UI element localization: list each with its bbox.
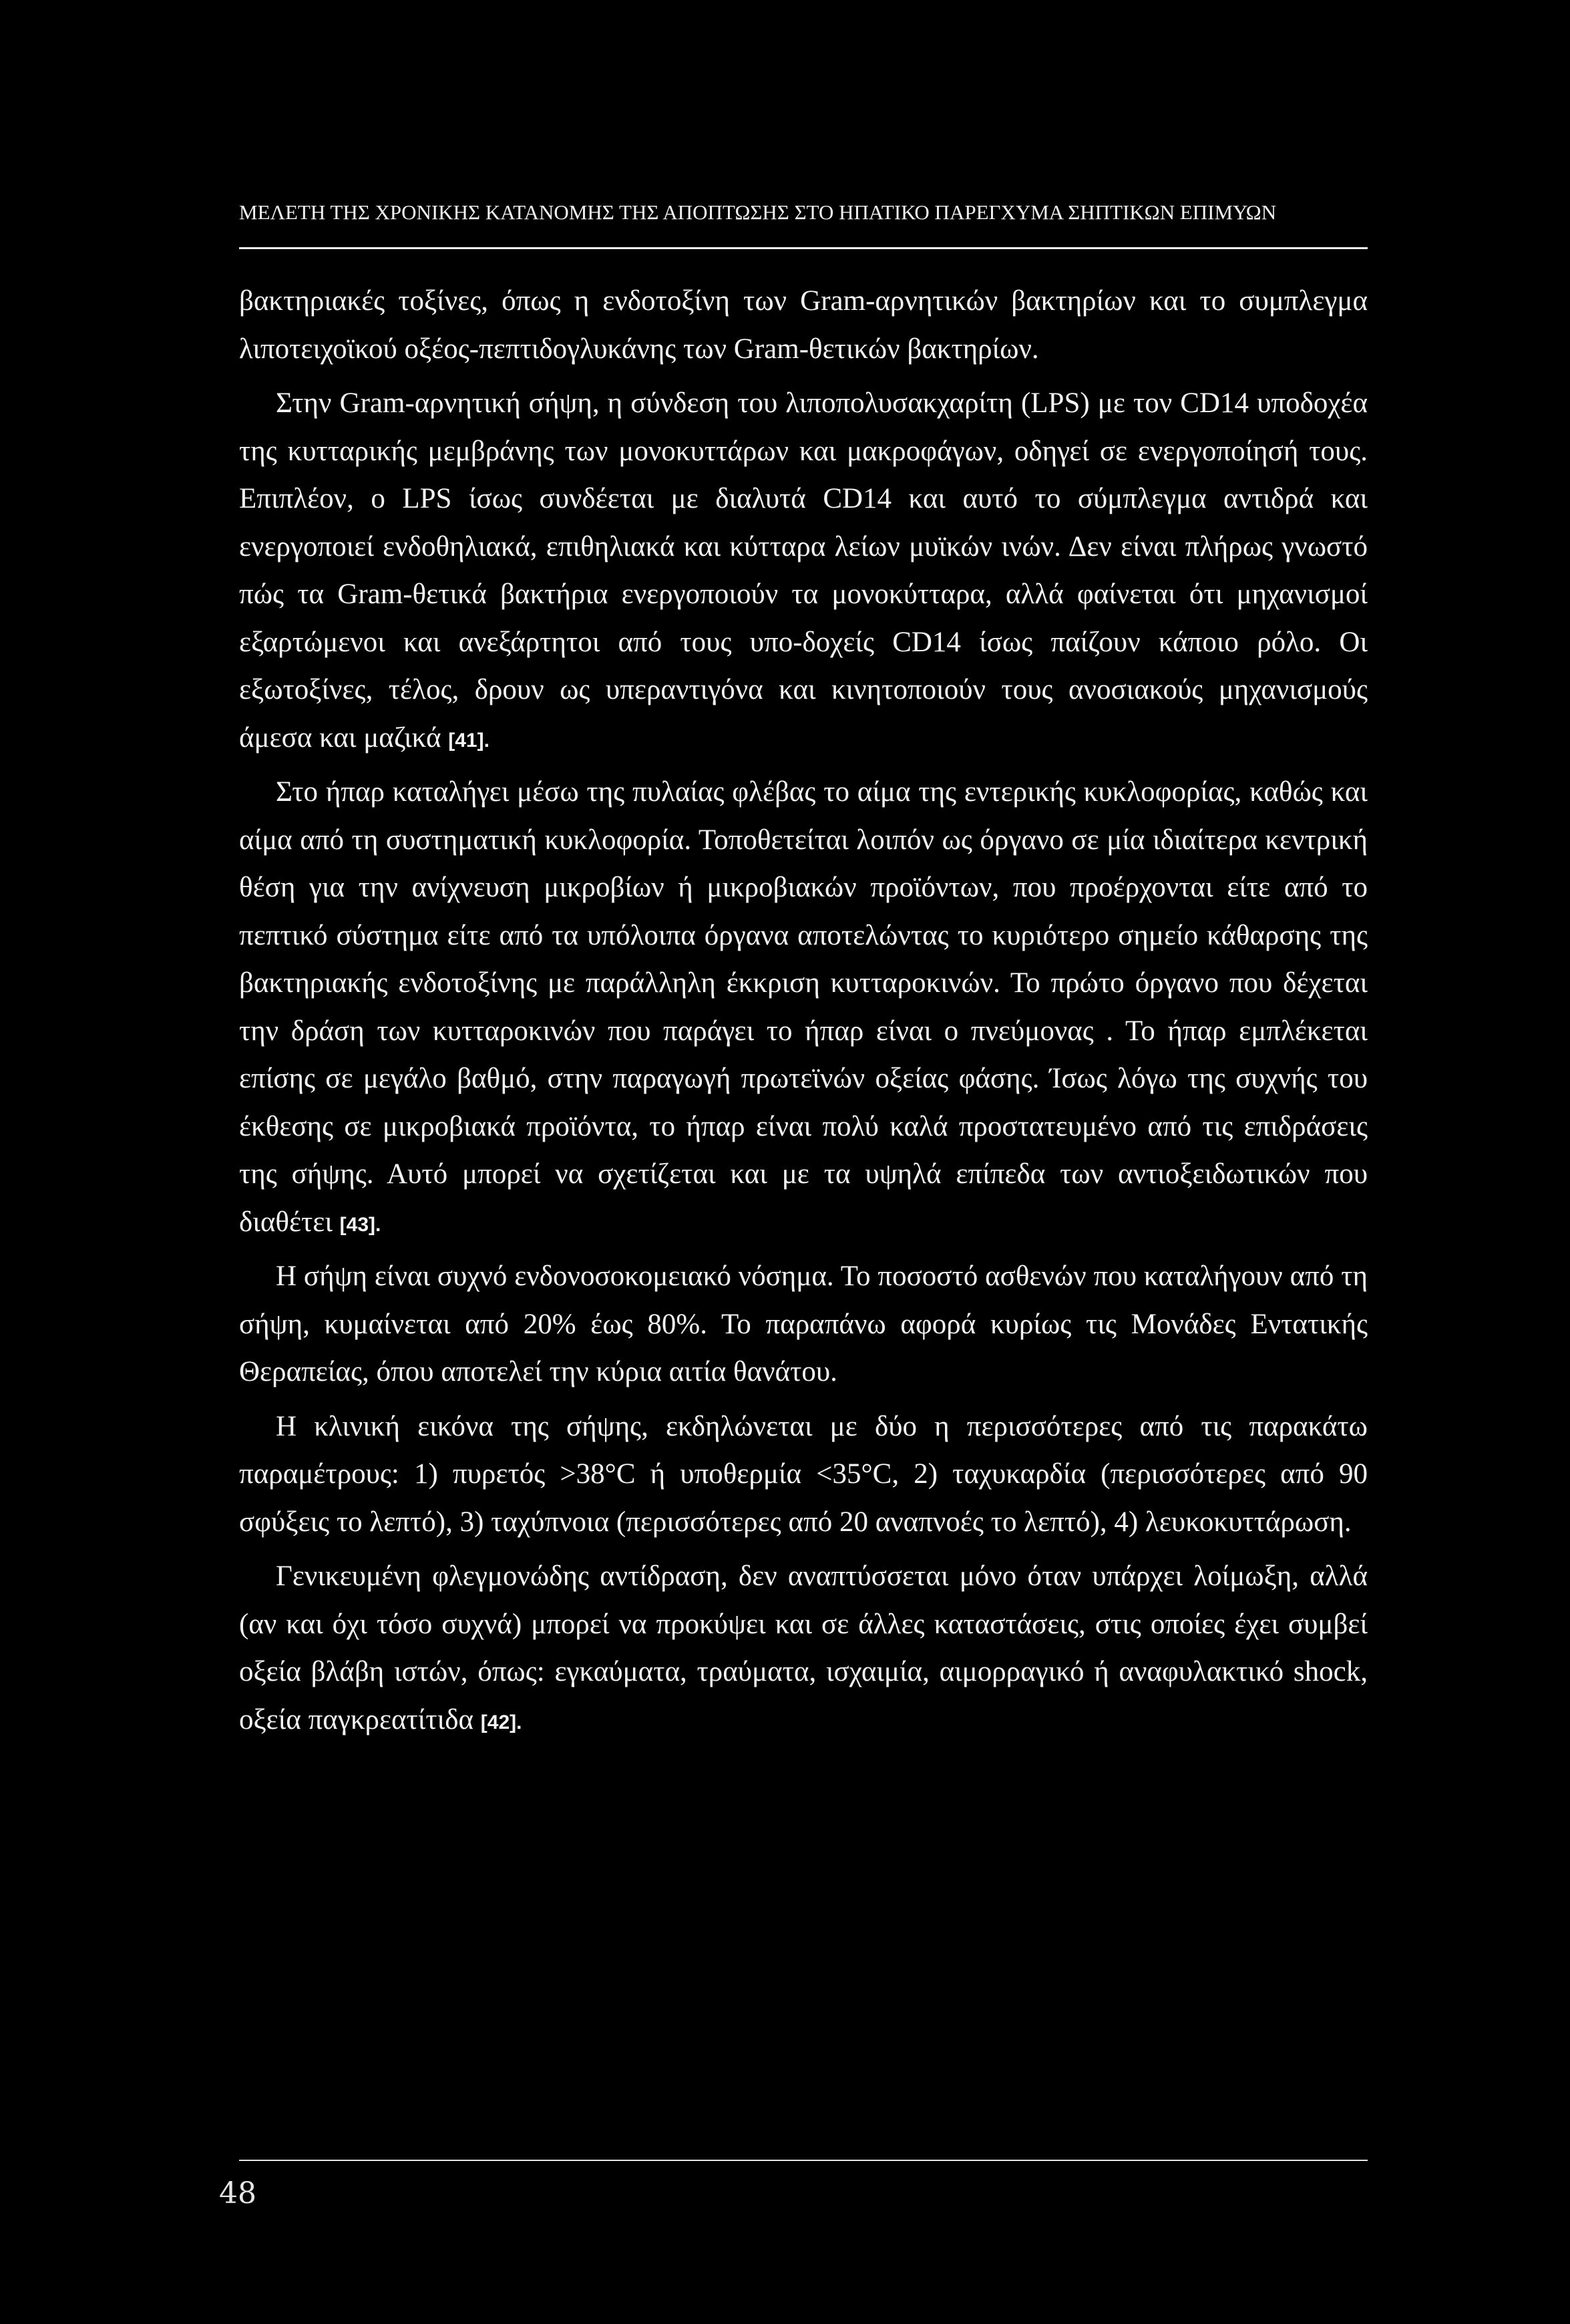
paragraph-text: Γενικευμένη φλεγμονώδης αντίδραση, δεν αναπτύσσεται μόνο όταν υπάρχει λοίμωξη, αλλά (αν και όχι τόσο συχνά) μπορεί να προκύψει και σε άλλες καταστάσεις, στις οποίες έχει συμβεί οξεία βλάβη ιστών, όπως: εγκαύματα, τραύματα, ισχαιμία, αιμορραγικό ή αναφυλακτικό shock, οξεία παγκρεατίτιδα [239, 1560, 1368, 1735]
footer-rule [239, 2160, 1368, 2161]
paragraph-text: Η σήψη είναι συχνό ενδονοσοκομειακό νόσημα. Το ποσοστό ασθενών που καταλήγουν από τη σήψη, κυμαίνεται από 20% έως 80%. Το παραπάνω αφορά κυρίως τις Μονάδες Εντατικής Θεραπείας, όπου αποτελεί την κύρια αιτία θανάτου. [239, 1261, 1368, 1387]
paragraph [239, 1403, 1368, 1549]
paragraph-text: βακτηριακές τοξίνες, όπως η ενδοτοξίνη των Gram-αρνητικών βακτηρίων και το συμπλεγμα λιποτειχοϊκού οξέος-πεπτιδογλυκάνης των Gram-θετικών βακτηρίων. [239, 285, 1368, 365]
citation: [42]. [480, 1711, 522, 1733]
citation: [43]. [339, 1213, 381, 1236]
citation: [41]. [448, 729, 489, 752]
body-text [239, 277, 1368, 1746]
paragraph-text: Στο ήπαρ καταλήγει μέσω της πυλαίας φλέβας το αίμα της εντερικής κυκλοφορίας, καθώς και αίμα από τη συστηματική κυκλοφορία. Τοποθετείται λοιπόν ως όργανο σε μία ιδιαίτερα κεντρική θέση για την ανίχνευση μικροβίων ή μικροβιακών προϊόντων, που προέρχονται είτε από το πεπτικό σύστημα είτε από τα υπόλοιπα όργανα αποτελώντας το κυριότερο σημείο κάθαρσης της βακτηριακής ενδοτοξίνης με παράλληλη έκκριση κυτταροκινών. Το πρώτο όργανο που δέχεται την δράση των κυτταροκινών που παράγει το ήπαρ είναι ο πνεύμονας . Το ήπαρ εμπλέκεται επίσης σε μεγάλο βαθμό, στην παραγωγή πρωτεϊνών οξείας φάσης. Ίσως λόγω της συχνής του έκθεσης σε μικροβιακά προϊόντα, το ήπαρ είναι πολύ καλά προστατευμένο από τις επιδράσεις της σήψης. Αυτό μπορεί να σχετίζεται και με τα υψηλά επίπεδα των αντιοξειδωτικών που διαθέτει [239, 776, 1368, 1238]
paragraph [239, 379, 1368, 764]
running-header: ΜΕΛΕΤΗ ΤΗΣ ΧΡΟΝΙΚΗΣ ΚΑΤΑΝΟΜΗΣ ΤΗΣ ΑΠΟΠΤΩΣΗΣ ΣΤΟ ΗΠΑΤΙΚΟ ΠΑΡΕΓΧΥΜΑ ΣΗΠΤΙΚΩΝ ΕΠΙΜΥΩΝ [239, 200, 1277, 224]
header-rule [239, 247, 1368, 249]
page-number: 48 [219, 2176, 256, 2210]
paragraph [239, 277, 1368, 375]
paragraph-text: Στην Gram-αρνητική σήψη, η σύνδεση του λιποπολυσακχαρίτη (LPS) με τον CD14 υποδοχέα της κυτταρικής μεμβράνης των μονοκυττάρων και μακροφάγων, οδηγεί σε ενεργοποίησή τους. Επιπλέον, ο LPS ίσως συνδέεται με διαλυτά CD14 και αυτό το σύμπλεγμα αντιδρά και ενεργοποιεί ενδοθηλιακά, επιθηλιακά και κύτταρα λείων μυϊκών ινών. Δεν είναι πλήρως γνωστό πώς τα Gram-θετικά βακτήρια ενεργοποιούν τα μονοκύτταρα, αλλά φαίνεται ότι μηχανισμοί εξαρτώμενοι και ανεξάρτητοι από τους υπο-δοχείς CD14 ίσως παίζουν κάποιο ρόλο. Οι εξωτοξίνες, τέλος, δρουν ως υπεραντιγόνα και κινητοποιούν τους ανοσιακούς μηχανισμούς άμεσα και μαζικά [239, 387, 1368, 754]
paragraph [239, 768, 1368, 1249]
paragraph-text: Η κλινική εικόνα της σήψης, εκδηλώνεται με δύο η περισσότερες από τις παρακάτω παραμέτρους: 1) πυρετός >38°C ή υποθερμία <35°C, 2) ταχυκαρδία (περισσότερες από 90 σφύξεις το λεπτό), 3) ταχύπνοια (περισσότερες από 20 αναπνοές το λεπτό), 4) λευκοκυττάρωση. [239, 1410, 1368, 1538]
paragraph [239, 1552, 1368, 1746]
paragraph [239, 1253, 1368, 1399]
